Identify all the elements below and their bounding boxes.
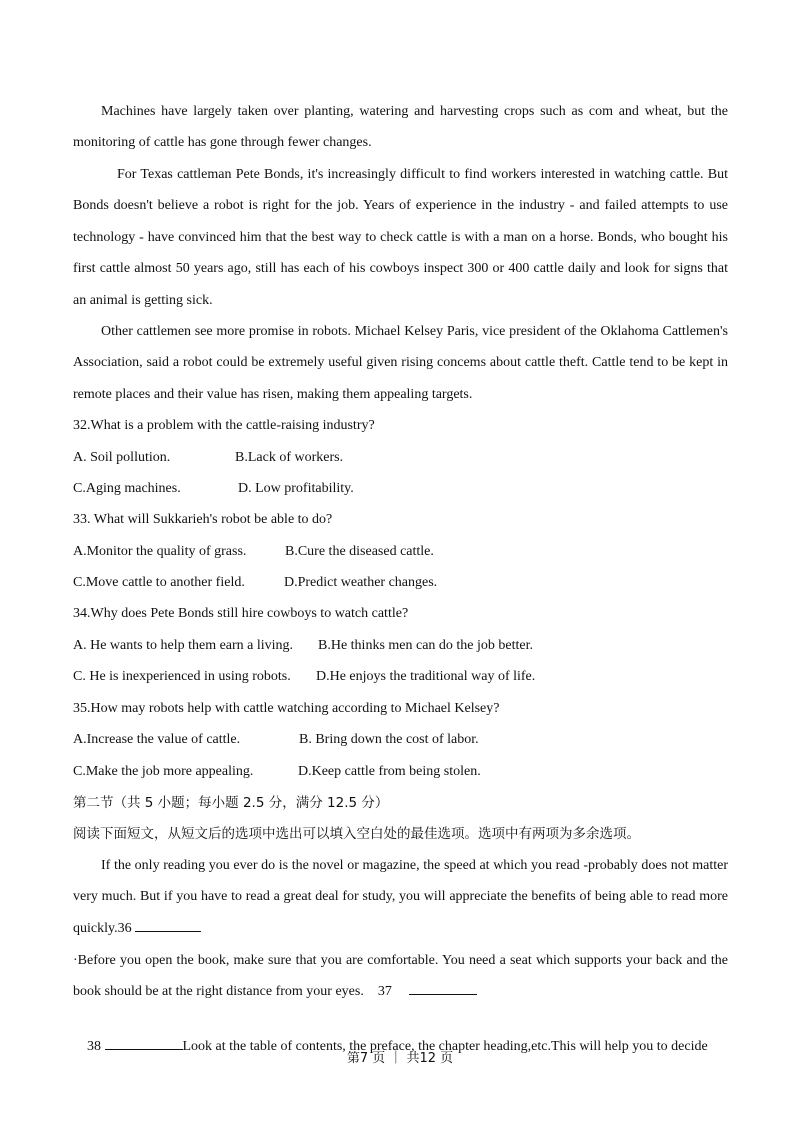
question-32-stem: 32.What is a problem with the cattle-raising industry? [73,418,375,433]
cloze-paragraph-2 [73,945,728,1008]
question-33-option-c: C.Move cattle to another field. [73,575,245,590]
page-footer: 第7 页 ｜ 共12 页 [346,1051,454,1066]
question-34-stem: 34.Why does Pete Bonds still hire cowboys to watch cattle? [73,606,409,621]
section-2-heading: 第二节（共 5 小题；每小题 2.5 分，满分 12.5 分） [73,795,389,811]
question-34-option-b: B.He thinks men can do the job better. [318,638,534,653]
cloze-paragraph-3 [73,1015,728,1077]
question-32-option-b: B.Lack of workers. [235,450,344,465]
question-35-stem: 35.How may robots help with cattle watching according to Michael Kelsey? [73,701,500,716]
blank-36-label: 36 [117,920,132,936]
cloze-paragraph-3-text: Look at the table of contents, the preface, the chapter heading,etc.This will help you to decide [182,1039,708,1054]
blank-37-line[interactable] [409,980,477,995]
question-33-option-a: A.Monitor the quality of grass. [73,544,247,559]
passage-paragraph-2: For Texas cattleman Pete Bonds, it's increasingly difficult to find workers interested in watching cattle. But Bonds doesn't believe a robot is right for the job. Years of experience in the industry - and failed attempts to use technology - have convinced him that the best way to check cattle is with a man on a horse. Bonds, who bought his first cattle almost 50 years ago, still has each of his cowboys inspect 300 or 400 cattle daily and look for signs that an animal is getting sick. [73,167,728,308]
question-33-stem: 33. What will Sukkarieh's robot be able to do? [73,512,333,527]
question-34-option-a: A. He wants to help them earn a living. [73,638,294,653]
question-34-option-c: C. He is inexperienced in using robots. [73,669,291,684]
question-35-option-b: B. Bring down the cost of labor. [299,732,479,747]
passage-paragraph-3: Other cattlemen see more promise in robots. Michael Kelsey Paris, vice president of the Oklahoma Cattlemen's Association, said a robot could be extremely useful given rising concems about cattle theft. Cattle tend to be kept in remote places and their value has risen, making them appealing targets. [73,324,728,402]
blank-37-label: 37 [377,984,392,1000]
question-33-option-b: B.Cure the diseased cattle. [285,544,434,559]
question-32-option-c: C.Aging machines. [73,481,181,496]
cloze-paragraph-1 [73,850,728,944]
question-32-option-d: D. Low profitability. [238,481,354,496]
blank-36-line[interactable] [135,917,201,932]
question-35-option-a: A.Increase the value of cattle. [73,732,241,747]
cloze-paragraph-1-text: If the only reading you ever do is the novel or magazine, the speed at which you read -probably does not matter very much. But if you have to read a great deal for study, you will appreciate the benefits of being able to read more quickly. [73,858,728,936]
question-34-option-d: D.He enjoys the traditional way of life. [316,669,536,684]
passage-paragraph-1: Machines have largely taken over planting, watering and harvesting crops such as com and wheat, but the monitoring of cattle has gone through fewer changes. [73,104,728,151]
blank-38-label: 38 [87,1039,101,1054]
cloze-paragraph-2-text: ·Before you open the book, make sure that you are comfortable. You need a seat which supports your back and the book should be at the right distance from your eyes. [73,953,728,1000]
question-35-option-c: C.Make the job more appealing. [73,764,254,779]
question-33-option-d: D.Predict weather changes. [284,575,438,590]
question-32-option-a: A. Soil pollution. [73,450,171,465]
question-35-option-d: D.Keep cattle from being stolen. [298,764,481,779]
section-2-instruction: 阅读下面短文，从短文后的选项中选出可以填入空白处的最佳选项。选项中有两项为多余选项。 [73,826,640,842]
